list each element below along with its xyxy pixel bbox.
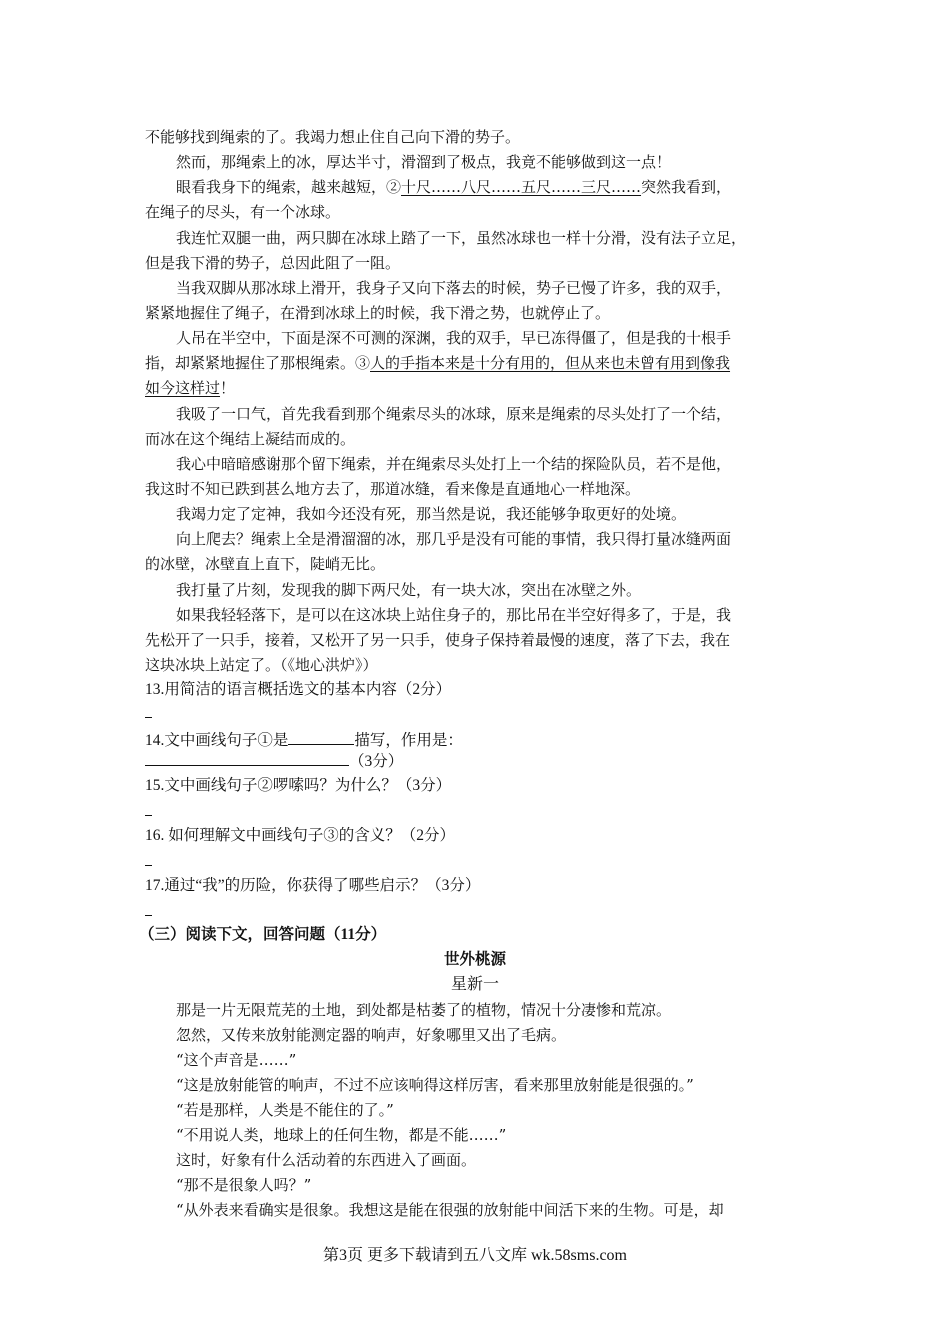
article-line: “从外表来看确实是很象。我想这是能在很强的放射能中间活下来的生物。可是，却	[176, 1201, 724, 1219]
passage-line: 向上爬去？绳索上全是滑溜溜的冰，那几乎是没有可能的事情，我只得打量冰缝两面	[176, 530, 732, 548]
article-line: “那不是很象人吗？”	[176, 1176, 312, 1194]
question-16: 16. 如何理解文中画线句子③的含义？（2分）	[145, 827, 456, 844]
question-13: 13.用简洁的语言概括选文的基本内容（2分）	[145, 681, 452, 698]
passage-line: 我打量了片刻，发现我的脚下两尺处，有一块大冰，突出在冰壁之外。	[176, 581, 642, 599]
section-heading: （三）阅读下文，回答问题（11分）	[139, 926, 387, 943]
underlined-sentence-3: 人的手指本来是十分有用的，但从来也未曾有用到像我	[370, 354, 731, 372]
passage-line: 的冰壁，冰壁直上直下，陡峭无比。	[145, 555, 386, 573]
underlined-sentence-3-cont: 如今这样过	[145, 379, 221, 397]
article-line: 这时，好象有什么活动着的东西进入了画面。	[176, 1151, 477, 1169]
passage-text: 眼看我身下的绳索，越来越短，②	[176, 178, 402, 196]
article-author: 星新一	[450, 976, 499, 993]
passage-line: 如果我轻轻落下，是可以在这冰块上站住身子的，那比吊在半空好得多了，于是，我	[176, 606, 732, 624]
passage-line: 先松开了一只手，接着，又松开了另一只手，使身子保持着最慢的速度，落了下去，我在	[145, 631, 731, 649]
question-text: 描写，作用是：	[354, 732, 463, 749]
passage-line: 当我双脚从那冰球上滑开，我身子又向下落去的时候，势子已慢了许多，我的双手，	[176, 279, 732, 297]
answer-blank[interactable]	[145, 751, 349, 766]
passage-text: 突然我看到，	[641, 178, 732, 196]
passage-line: 我吸了一口气，首先我看到那个绳索尽头的冰球，原来是绳索的尽头处打了一个结，	[176, 405, 732, 423]
question-15: 15.文中画线句子②啰嗦吗？为什么？（3分）	[145, 777, 452, 794]
passage-line	[145, 378, 235, 398]
question-14	[145, 730, 463, 751]
question-score: （3分）	[349, 753, 404, 770]
passage-line: 紧紧地握住了绳子，在滑到冰球上的时候，我下滑之势，也就停止了。	[145, 304, 611, 322]
article-line: “若是那样，人类是不能住的了。”	[176, 1101, 394, 1119]
passage-line: 这块冰块上站定了。（《地心洪炉》）	[145, 656, 378, 674]
answer-line[interactable]	[145, 717, 152, 718]
page-footer: 第3页 更多下载请到五八文库 wk.58sms.com	[322, 1247, 627, 1264]
underlined-sentence-2: 十尺……八尺……五尺……三尺……	[401, 178, 642, 196]
passage-line	[176, 177, 731, 197]
article-line: “这是放射能管的响声，不过不应该响得这样厉害，看来那里放射能是很强的。”	[176, 1076, 694, 1094]
answer-line[interactable]	[145, 865, 152, 866]
question-14-answer	[145, 751, 403, 772]
article-line: “这个声音是……”	[176, 1051, 297, 1069]
passage-line: 然而，那绳索上的冰，厚达半寸，滑溜到了极点，我竟不能够做到这一点！	[176, 153, 672, 171]
article-line: “不用说人类，地球上的任何生物，都是不能……”	[176, 1126, 507, 1144]
passage-line: 人吊在半空中，下面是深不可测的深渊，我的双手，早已冻得僵了，但是我的十根手	[176, 329, 732, 347]
passage-line: 我连忙双腿一曲，两只脚在冰球上踏了一下，虽然冰球也一样十分滑，没有法子立足，	[176, 229, 747, 247]
passage-line: 我心中暗暗感谢那个留下绳索，并在绳索尽头处打上一个结的探险队员，若不是他，	[176, 455, 732, 473]
article-title: 世外桃源	[443, 951, 506, 968]
answer-line[interactable]	[145, 815, 152, 816]
answer-blank[interactable]	[288, 730, 354, 745]
article-line: 那是一片无限荒芜的土地，到处都是枯萎了的植物，情况十分凄惨和荒凉。	[176, 1001, 672, 1019]
passage-line: 我竭力定了定神，我如今还没有死，那当然是说，我还能够争取更好的处境。	[176, 505, 687, 523]
passage-line	[145, 353, 730, 373]
answer-line[interactable]	[145, 915, 152, 916]
question-17: 17.通过“我”的历险，你获得了哪些启示？（3分）	[145, 877, 481, 894]
passage-line: 不能够找到绳索的了。我竭力想止住自己向下滑的势子。	[145, 128, 521, 146]
passage-line: 但是我下滑的势子，总因此阻了一阻。	[145, 254, 401, 272]
passage-line: 在绳子的尽头，有一个冰球。	[145, 203, 341, 221]
article-line: 忽然，又传来放射能测定器的响声，好象哪里又出了毛病。	[176, 1026, 567, 1044]
passage-text: ！	[220, 379, 236, 397]
question-text: 14.文中画线句子①是	[145, 732, 289, 749]
passage-line: 我这时不知已跌到甚么地方去了，那道冰缝，看来像是直通地心一样地深。	[145, 480, 641, 498]
passage-text: 指，却紧紧地握住了那根绳索。③	[145, 354, 371, 372]
passage-line: 而冰在这个绳结上凝结而成的。	[145, 430, 356, 448]
